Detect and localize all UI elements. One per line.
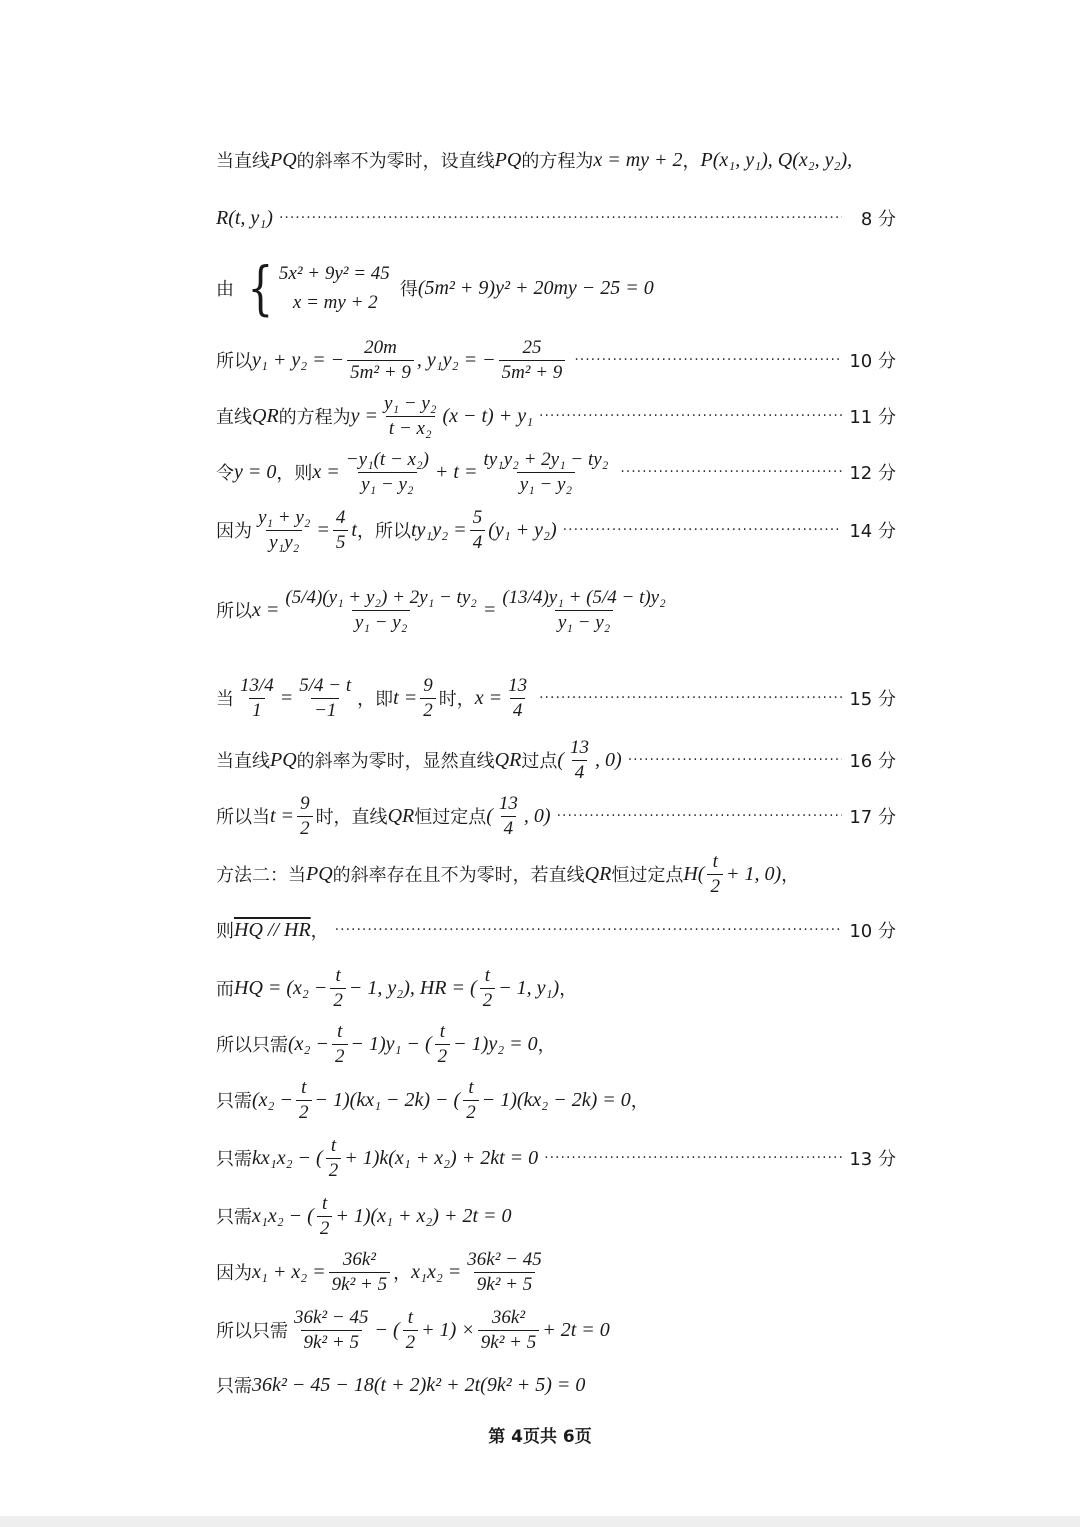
fraction: $\frac{13}{4}$	[498, 792, 518, 839]
page-footer: 第 4页共 6页	[488, 1427, 592, 1447]
score-label: 13 分	[849, 1149, 896, 1170]
solution-line-21: 只需 36k² − 45 − 18(t + 2)k² + 2t(9k² + 5) = 0	[216, 1373, 586, 1397]
score-label: 17 分	[849, 807, 896, 828]
system-row: x = my + 2	[292, 292, 378, 313]
score-label: 15 分	[849, 689, 896, 710]
solution-line-4: 所以 y₁ + y₂ = − $\frac{20m}{\text{5m² + 9}}$ , y₁y₂ = − $\frac{25}{\text{5m² + 9}}$ ····· 10 分	[216, 330, 896, 390]
leader-dots	[628, 752, 842, 768]
fraction: $\frac{\text{y₁ − y₂}}{\text{t − x₂}}$	[384, 392, 437, 439]
solution-line-13: 则 HQ // HR ， ····· 10 分	[216, 900, 896, 960]
fraction: $\frac{\text{36k²}}{\text{9k² + 5}}$	[329, 1248, 390, 1297]
leader-dots	[620, 464, 842, 480]
fraction: $\frac{t}{2}$	[707, 850, 723, 899]
fraction: $\frac{t}{2}$	[296, 1076, 312, 1125]
solution-line-3: 由 { 5x² + 9y² = 45 x = my + 2 得 (5m² + 9)y² + 20my − 25 = 0	[216, 254, 654, 322]
solution-line-16: 只需 (x₂ − $\frac{t}{2}$ − 1)(kx₁ − 2k) − ( $\frac{t}{2}$ − 1)(kx₂ − 2k) = 0 ，	[216, 1076, 649, 1123]
fraction: $\frac{\text{36k²}}{\text{9k² + 5}}$	[478, 1306, 539, 1355]
solution-line-5: 直线 QR 的方程为 y = $\frac{\text{y₁ − y₂}}{\text{t − x₂}}$ (x − t) + y₁ ····· 11 分	[216, 386, 896, 446]
solution-line-2: R(t, y₁) ····· 8 分	[216, 188, 896, 248]
solution-line-19: 因为 x₁ + x₂ = $\frac{\text{36k²}}{\text{9k² + 5}}$ ， x₁x₂ = $\frac{\text{36k² − 45}}{\text{9k² + 5}}$	[216, 1242, 896, 1302]
solution-line-9: 当 $\frac{13/4}{1}$ = $\frac{5/4 - t}{-1}$ ，即 t = $\frac{9}{2}$ 时， x = $\frac{13}{4}$ ····· 15 分	[216, 668, 896, 728]
solution-line-18: 只需 x₁x₂ − ( $\frac{t}{2}$ + 1)(x₁ + x₂) + 2t = 0	[216, 1192, 512, 1239]
fraction: $\frac{20m}{\text{5m² + 9}}$	[347, 336, 414, 385]
solution-line-6: 令 y = 0 ，则 x = $\frac{\text{−y₁(t − x₂)}}{\text{y₁ − y₂}}$ + t = $\frac{\text{ty₁y₂ + 2y₁ − ty₂}}{\text{y₁ − y₂}}$ ····· 12 分	[216, 442, 896, 502]
leader-dots	[544, 1150, 842, 1166]
fraction: $\frac{t}{2}$	[435, 1020, 451, 1069]
fraction: $\frac{t}{2}$	[332, 1020, 348, 1069]
leader-dots	[279, 210, 842, 226]
fraction: $\frac{9}{2}$	[297, 792, 313, 841]
fraction: $\frac{13}{4}$	[508, 674, 528, 721]
equation-system	[242, 254, 390, 322]
fraction: $\frac{\text{ty₁y₂ + 2y₁ − ty₂}}{\text{y₁ − y₂}}$	[483, 448, 609, 495]
fraction: $\frac{\text{(13/4)y₁ + (5/4 − t)y₂}}{\text{y₁ − y₂}}$	[502, 586, 666, 633]
leader-dots	[557, 808, 842, 824]
brace-symbol: {	[247, 254, 274, 322]
fraction: $\frac{5/4 - t}{-1}$	[299, 674, 352, 721]
fraction: $\frac{\text{(5/4)(y₁ + y₂) + 2y₁ − ty₂}}{\text{y₁ − y₂}}$	[285, 586, 477, 633]
score-label: 14 分	[849, 521, 896, 542]
score-label: 11 分	[849, 407, 896, 428]
system-row: 5x² + 9y² = 45	[278, 262, 390, 284]
score-label: 16 分	[849, 751, 896, 772]
scan-edge	[0, 1516, 1080, 1527]
solution-line-8: 所以 x = $\frac{\text{(5/4)(y₁ + y₂) + 2y₁ − ty₂}}{\text{y₁ − y₂}}$ = $\frac{\text{(13/4)y₁ + (5/4 − t)y₂}}{\text{y₁ − y₂}}$	[216, 580, 896, 640]
fraction: $\frac{9}{2}$	[420, 674, 436, 723]
solution-line-20: 所以只需 $\frac{\text{36k² − 45}}{\text{9k² + 5}}$ − ( $\frac{t}{2}$ + 1) × $\frac{\text{36k²}}{\text{9k² + 5}}$ + 2t = 0	[216, 1306, 610, 1353]
fraction: $\frac{\text{y₁ + y₂}}{\text{y₁y₂}}$	[258, 506, 311, 553]
score-label: 10 分	[849, 351, 896, 372]
score-label: 10 分	[849, 921, 896, 942]
leader-dots	[335, 922, 842, 938]
solution-line-7: 因为 $\frac{\text{y₁ + y₂}}{\text{y₁y₂}}$ = $\frac{4}{5}$ t ，所以 ty₁y₂ = $\frac{5}{4}$ (y₁ + y₂) ····· 14 分	[216, 500, 896, 560]
fraction: $\frac{\text{36k² − 45}}{\text{9k² + 5}}$	[467, 1248, 542, 1295]
solution-line-10: 当直线 PQ 的斜率为零时，显然直线 QR 过点 ( $\frac{13}{4}$ , 0) ····· 16 分	[216, 730, 896, 790]
fraction: $\frac{t}{2}$	[463, 1076, 479, 1125]
fraction: $\frac{t}{2}$	[330, 964, 346, 1013]
leader-dots	[539, 690, 842, 706]
fraction: $\frac{t}{2}$	[317, 1192, 333, 1241]
fraction: $\frac{\text{36k² − 45}}{\text{9k² + 5}}$	[294, 1306, 369, 1353]
score-label: 12 分	[849, 463, 896, 484]
fraction: $\frac{13/4}{1}$	[240, 674, 274, 721]
solution-line-17: 只需 kx₁x₂ − ( $\frac{t}{2}$ + 1)k(x₁ + x₂) + 2kt = 0 ····· 13 分	[216, 1128, 896, 1188]
fraction: $\frac{t}{2}$	[480, 964, 496, 1013]
solution-line-15: 所以只需 (x₂ − $\frac{t}{2}$ − 1)y₁ − ( $\frac{t}{2}$ − 1)y₂ = 0 ，	[216, 1020, 556, 1067]
leader-dots	[539, 408, 842, 424]
fraction: $\frac{t}{2}$	[403, 1306, 419, 1355]
solution-line-12: 方法二：当 PQ 的斜率存在且不为零时，若直线 QR 恒过定点 H( $\frac{t}{2}$ + 1, 0) ，	[216, 850, 800, 897]
solution-line-14: 而 HQ = (x₂ − $\frac{t}{2}$ − 1, y₂), HR = ( $\frac{t}{2}$ − 1, y₁) ，	[216, 964, 578, 1011]
fraction: $\frac{4}{5}$	[333, 506, 349, 555]
leader-dots	[563, 522, 842, 538]
fraction: $\frac{25}{\text{5m² + 9}}$	[499, 336, 566, 385]
leader-dots	[574, 352, 842, 368]
fraction: $\frac{t}{2}$	[326, 1134, 342, 1183]
fraction: $\frac{5}{4}$	[470, 506, 486, 555]
solution-line-1: 当直线 PQ 的斜率不为零时，设直线 PQ 的方程为 x = my + 2 ， P(x₁, y₁), Q(x₂, y₂),	[216, 148, 853, 172]
fraction: $\frac{13}{4}$	[570, 736, 590, 783]
fraction: $\frac{\text{−y₁(t − x₂)}}{\text{y₁ − y₂}}$	[345, 448, 429, 495]
solution-line-11: 所以当 t = $\frac{9}{2}$ 时，直线 QR 恒过定点 ( $\frac{13}{4}$ , 0) ····· 17 分	[216, 786, 896, 846]
score-label: 8 分	[860, 209, 896, 230]
